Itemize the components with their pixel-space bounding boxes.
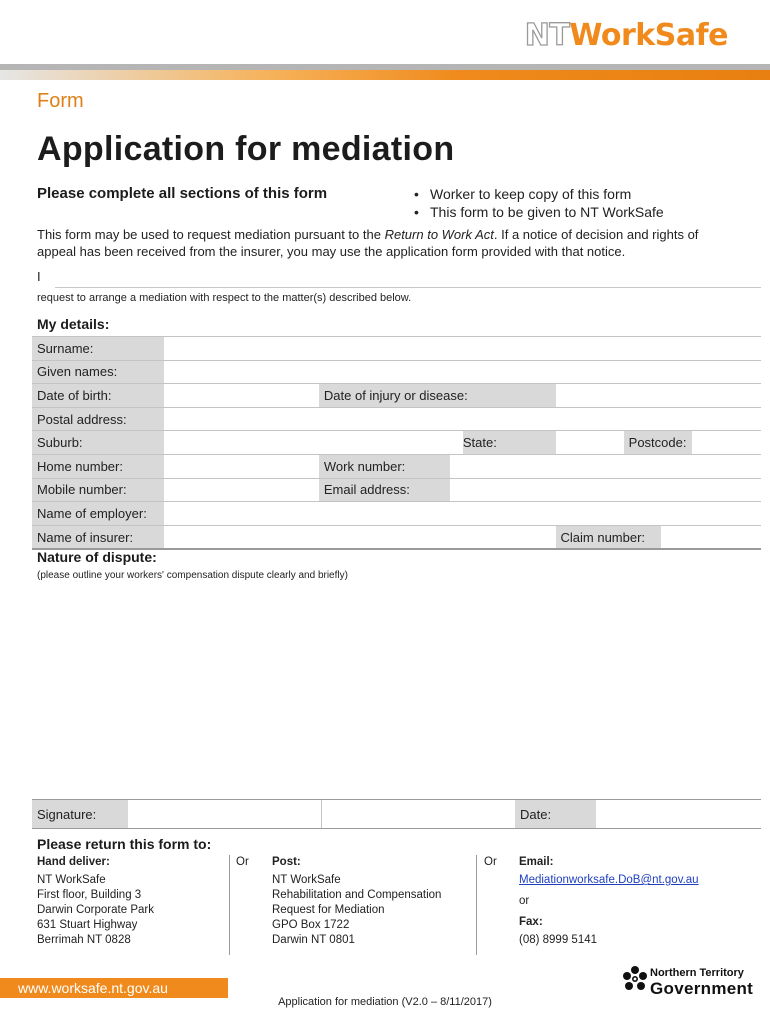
- state-field[interactable]: [556, 431, 624, 455]
- instruction-item: • Worker to keep copy of this form: [412, 185, 664, 203]
- dob-label: Date of birth:: [32, 384, 164, 408]
- claim-number-label: Claim number:: [556, 525, 661, 549]
- signature-field-extension[interactable]: [321, 800, 515, 829]
- address-line: First floor, Building 3: [37, 889, 142, 901]
- address-line: GPO Box 1722: [272, 919, 350, 931]
- table-row: [32, 407, 761, 431]
- post-title: Post:: [272, 856, 301, 868]
- work-number-field[interactable]: [450, 454, 761, 478]
- mobile-number-label: Mobile number:: [32, 478, 164, 502]
- nt-government-flower-icon: [622, 965, 648, 995]
- intro-text: This form may be used to request mediation pursuant to the: [37, 227, 385, 242]
- employer-field[interactable]: [164, 502, 761, 526]
- email-title: Email:: [519, 856, 554, 868]
- postcode-label: Postcode:: [624, 431, 692, 455]
- applicant-i-label: I: [37, 269, 41, 284]
- government-line-2: Government: [650, 979, 754, 998]
- post-address: [272, 873, 441, 948]
- email-fax-block: [519, 855, 699, 948]
- email-link[interactable]: Mediationworksafe.DoB@nt.gov.au: [519, 874, 699, 886]
- nature-of-dispute-hint: (please outline your workers' compensation dispute clearly and briefly): [37, 570, 348, 581]
- form-kicker: Form: [37, 90, 84, 112]
- work-number-label: Work number:: [319, 454, 450, 478]
- my-details-heading: My details:: [37, 316, 110, 332]
- fax-title: Fax:: [519, 916, 543, 928]
- table-row: [32, 502, 761, 526]
- date-field[interactable]: [596, 800, 761, 829]
- fax-number: (08) 8999 5141: [519, 934, 598, 946]
- or-label: Or: [236, 856, 249, 868]
- hand-deliver-title: Hand deliver:: [37, 856, 110, 868]
- address-line: Darwin Corporate Park: [37, 904, 154, 916]
- my-details-table: [32, 336, 761, 550]
- request-text: request to arrange a mediation with respect to the matter(s) described below.: [37, 292, 412, 304]
- post-block: [272, 855, 441, 948]
- postcode-field[interactable]: [692, 431, 762, 455]
- dob-field[interactable]: [164, 384, 319, 408]
- given-names-field[interactable]: [164, 360, 761, 384]
- address-line: Darwin NT 0801: [272, 934, 355, 946]
- email-address-field[interactable]: [450, 478, 761, 502]
- or-label: Or: [484, 856, 497, 868]
- table-row: [32, 431, 761, 455]
- document-version: Application for mediation (V2.0 – 8/11/2017): [278, 996, 492, 1008]
- surname-label: Surname:: [32, 337, 164, 361]
- date-label: Date:: [515, 800, 596, 829]
- address-line: NT WorkSafe: [37, 874, 106, 886]
- nt-worksafe-logo: [525, 18, 728, 53]
- given-names-label: Given names:: [32, 360, 164, 384]
- logo-nt-text: NT: [524, 18, 570, 53]
- insurer-field[interactable]: [164, 525, 555, 549]
- nature-of-dispute-heading: Nature of dispute:: [37, 549, 157, 565]
- government-line-1: Northern Territory: [650, 967, 744, 979]
- nature-of-dispute-field[interactable]: [32, 590, 761, 795]
- surname-field[interactable]: [164, 337, 761, 361]
- table-row: [32, 454, 761, 478]
- intro-paragraph: [37, 226, 737, 260]
- header-stripe-orange: [0, 70, 770, 80]
- signature-table: [32, 799, 761, 829]
- page-title: Application for mediation: [37, 130, 455, 168]
- address-line: Rehabilitation and Compensation: [272, 889, 442, 901]
- home-number-label: Home number:: [32, 454, 164, 478]
- page-subtitle: Please complete all sections of this form: [37, 185, 328, 202]
- column-divider: [229, 855, 230, 955]
- home-number-field[interactable]: [164, 454, 319, 478]
- or-label: or: [519, 895, 530, 907]
- table-row: [32, 360, 761, 384]
- employer-label: Name of employer:: [32, 502, 164, 526]
- insurer-label: Name of insurer:: [32, 525, 164, 549]
- logo-worksafe-text: WorkSafe: [569, 18, 728, 53]
- address-line: NT WorkSafe: [272, 874, 341, 886]
- address-line: 631 Stuart Highway: [37, 919, 138, 931]
- mobile-number-field[interactable]: [164, 478, 319, 502]
- instruction-item: • This form to be given to NT WorkSafe: [412, 203, 664, 221]
- intro-text-end: . If a notice of decision and rights of appeal has been received from the insurer, you may use the application form provided with that notice.: [37, 227, 699, 259]
- hand-deliver-address: [37, 873, 154, 948]
- intro-act-name: Return to Work Act: [384, 227, 494, 242]
- hand-deliver-block: [37, 855, 154, 948]
- table-row: [32, 525, 761, 549]
- date-of-injury-label: Date of injury or disease:: [319, 384, 556, 408]
- suburb-label: Suburb:: [32, 431, 164, 455]
- instructions-list: [412, 185, 664, 221]
- claim-number-field[interactable]: [661, 525, 761, 549]
- date-of-injury-field[interactable]: [556, 384, 762, 408]
- table-row: [32, 337, 761, 361]
- table-row: [32, 800, 761, 829]
- state-label: State:: [463, 431, 556, 455]
- column-divider: [476, 855, 477, 955]
- return-heading: Please return this form to:: [37, 836, 212, 852]
- signature-label: Signature:: [32, 800, 128, 829]
- email-address-label: Email address:: [319, 478, 450, 502]
- suburb-field[interactable]: [164, 431, 463, 455]
- signature-field[interactable]: [128, 800, 321, 829]
- address-line: Request for Mediation: [272, 904, 385, 916]
- website-link[interactable]: www.worksafe.nt.gov.au: [0, 978, 228, 998]
- table-row: [32, 478, 761, 502]
- postal-address-label: Postal address:: [32, 407, 164, 431]
- address-line: Berrimah NT 0828: [37, 934, 131, 946]
- postal-address-field[interactable]: [164, 407, 761, 431]
- table-row: [32, 384, 761, 408]
- applicant-name-line[interactable]: [55, 287, 761, 288]
